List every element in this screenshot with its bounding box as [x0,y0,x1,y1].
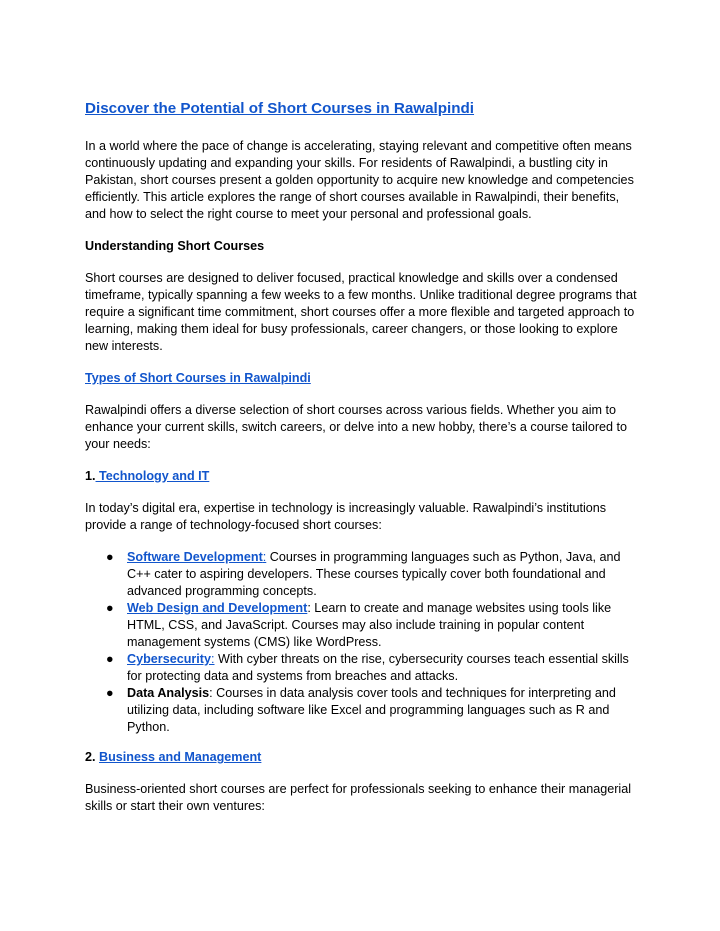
bullet-icon: ● [106,550,114,564]
web-design-link[interactable]: Web Design and Development [127,601,308,615]
data-analysis-term: Data Analysis [127,686,210,700]
section-1-heading [85,468,641,485]
list-item-software-development [85,549,641,600]
article-title[interactable]: Discover the Potential of Short Courses in Rawalpindi [85,100,475,117]
understanding-heading: Understanding Short Courses [85,239,265,253]
list-item-cybersecurity [85,651,641,685]
article-body [85,99,641,815]
technology-it-link[interactable]: Technology and IT [95,469,210,483]
data-analysis-colon: : [209,686,213,700]
web-design-desc: Learn to create and manage websites using tools like HTML, CSS, and JavaScript. Courses may also include training in popular content management systems (CMS) like WordPress. [127,601,612,649]
section-1-number: 1. [85,469,96,483]
types-heading-link[interactable]: Types of Short Courses in Rawalpindi [85,371,311,385]
web-design-colon: : [307,601,311,615]
understanding-paragraph: Short courses are designed to deliver focused, practical knowledge and skills over a condensed timeframe, typically spanning a few weeks to a few months. Unlike traditional degree programs that require a significant time commitment, short courses offer a more flexible and targeted approach to learning, making them ideal for busy professionals, career changers, or those looking to explore new interests. [85,271,637,353]
list-item-web-design [85,600,641,651]
types-paragraph: Rawalpindi offers a diverse selection of short courses across various fields. Whether you aim to enhance your current skills, switch careers, or delve into a new hobby, there’s a course tailored to your needs: [85,403,628,451]
business-management-link[interactable]: Business and Management [99,750,262,764]
section-2-heading [85,749,641,766]
cybersecurity-colon[interactable]: : [211,652,215,666]
intro-paragraph: In a world where the pace of change is accelerating, staying relevant and competitive often means continuously updating and expanding your skills. For residents of Rawalpindi, a bustling city in Pakistan, short courses present a golden opportunity to acquire new knowledge and competencies efficiently. This article explores the range of short courses available in Rawalpindi, their benefits, and how to select the right course to meet your personal and professional goals. [85,139,634,221]
bullet-icon: ● [106,686,114,700]
list-item-data-analysis [85,685,641,736]
software-development-colon[interactable]: : [262,550,267,564]
section-1-paragraph: In today’s digital era, expertise in technology is increasingly valuable. Rawalpindi’s institutions provide a range of technology-focused short courses: [85,501,607,532]
bullet-icon: ● [106,601,114,615]
software-development-link[interactable]: Software Development [127,550,263,564]
bullet-icon: ● [106,652,114,666]
section-2-number: 2. [85,750,100,764]
technology-course-list [85,549,641,736]
section-2-paragraph: Business-oriented short courses are perfect for professionals seeking to enhance their managerial skills or start their own ventures: [85,782,632,813]
cybersecurity-link[interactable]: Cybersecurity [127,652,211,666]
cybersecurity-desc: With cyber threats on the rise, cybersecurity courses teach essential skills for protecting data and systems from breaches and attacks. [127,652,629,683]
software-development-desc: Courses in programming languages such as Python, Java, and C++ cater to aspiring developers. These courses typically cover both foundational and advanced programming concepts. [127,550,621,598]
data-analysis-desc: Courses in data analysis cover tools and techniques for interpreting and utilizing data, including software like Excel and programming languages such as R and Python. [127,686,616,734]
